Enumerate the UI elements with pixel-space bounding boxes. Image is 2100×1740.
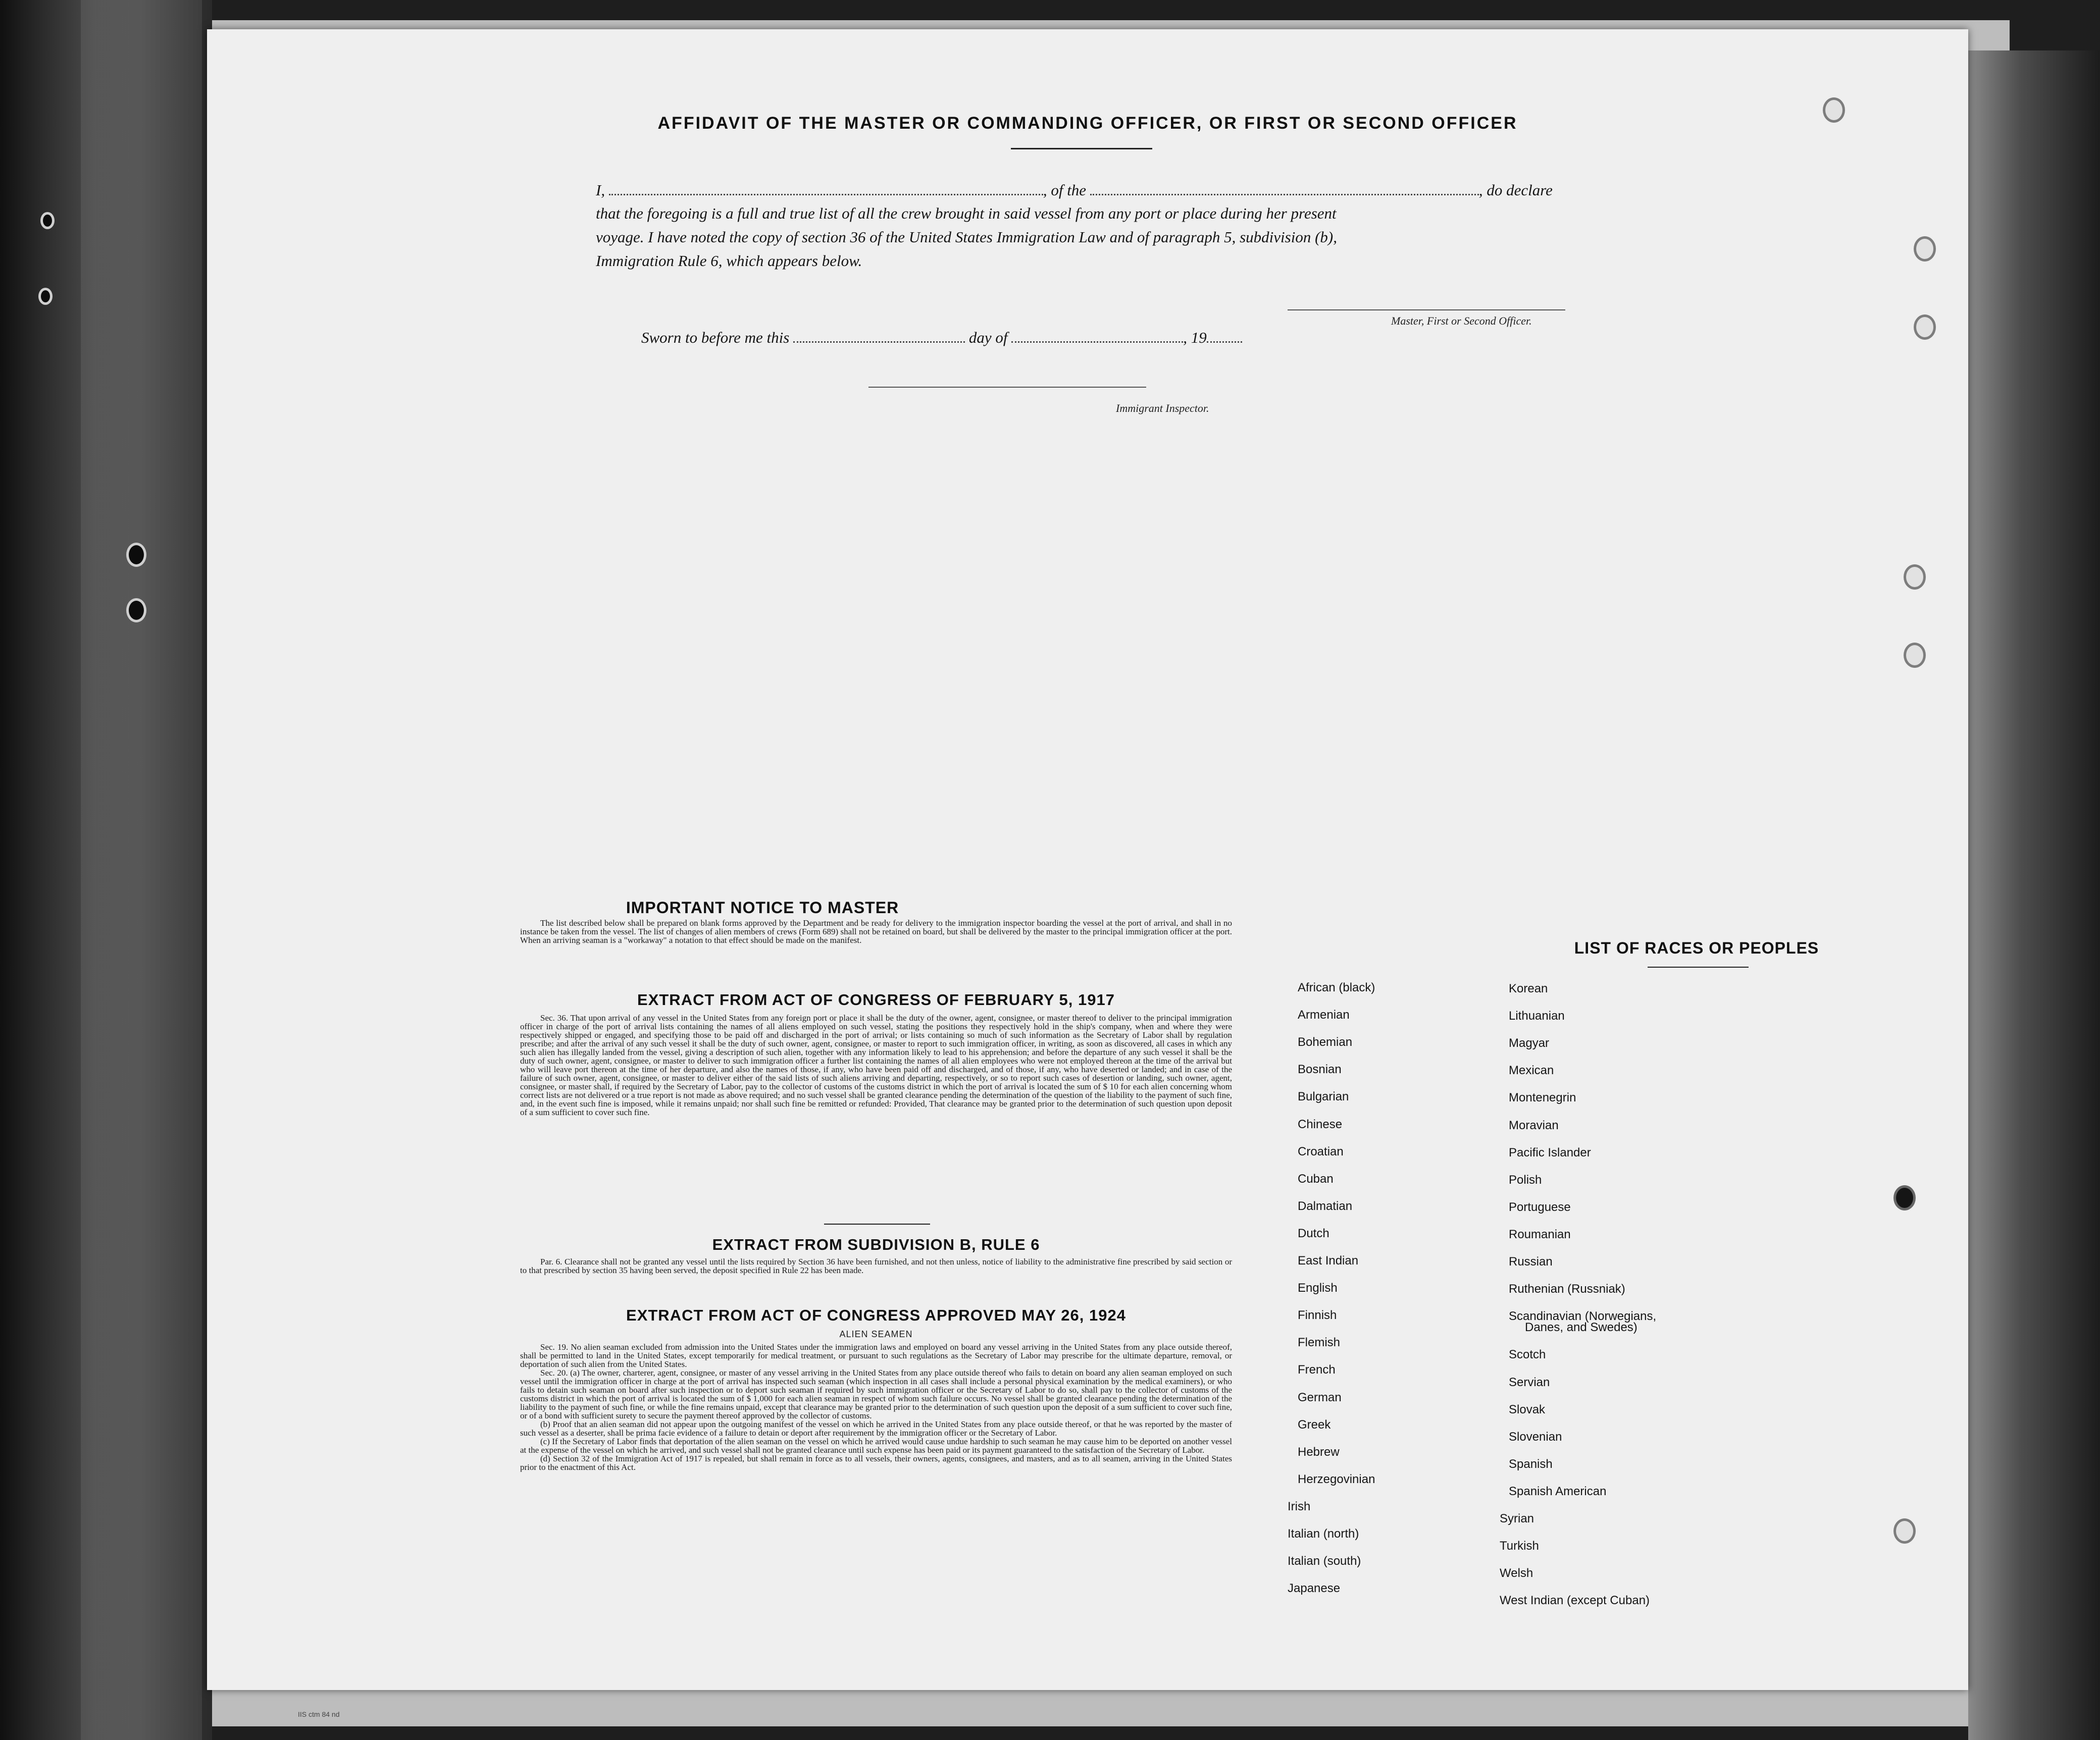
rule-6-title: EXTRACT FROM SUBDIVISION B, RULE 6 [712, 1236, 1040, 1253]
race-item: Russian [1509, 1255, 1553, 1269]
sec-19-text: Sec. 19. No alien seaman excluded from admission into the United States under the immigration laws and employed on board any vessel arriving in the United States from any place outside thereof, shall be permitted to land in the United States, except temporarily for medical treatment, or pursuant to such regulations as the Secretary of Labor may prescribe for the ultimate departure, removal, or deportation of such alien from the United States. [520, 1342, 1232, 1369]
punch-hole [1914, 314, 1936, 340]
race-item: Magyar [1509, 1036, 1550, 1050]
race-item: Scotch [1509, 1348, 1546, 1362]
race-item: Roumanian [1509, 1227, 1571, 1241]
par-6-text: Par. 6. Clearance shall not be granted any vessel until the lists required by Section 36 have been furnished, and not then unless, notice of liability to the administrative fine prescribed by said section or to that prescribed by section 35 having been served, the deposit specified in Rule 22 has been made. [520, 1257, 1232, 1275]
declaration-line [596, 180, 1777, 200]
sec-20a-text: Sec. 20. (a) The owner, charterer, agent, consignee, or master of any vessel arriving in the United States from any place outside thereof who fails to detain on board any alien seaman employed on such vessel until the immigration officer in charge at the port of arrival has inspected such seaman (which inspection in all cases shall include a personal physical examination by the medical examiners), or who fails to detain such seaman on board after such inspection or to deport such seaman if required by such immigration officer or the Secretary of Labor to do so, shall pay to the collector of customs of the customs district in which the port of arrival is located the sum of $ 1,000 for each alien seaman in respect of whom such failure occurs. No vessel shall be granted clearance pending the determination of the liability to the payment of such fine, or while the fine remains unpaid, except that clearance may be granted prior to the determination of such question upon the deposit of a sum sufficient to cover such fine, or of a bond with sufficient surety to secure the payment thereof approved by the collector of customs. [520, 1368, 1232, 1420]
race-item: Cuban [1298, 1172, 1334, 1186]
race-item: Spanish [1509, 1457, 1553, 1471]
race-item: Pacific Islander [1509, 1145, 1591, 1159]
binder-hole [126, 598, 146, 622]
notice-text: The list described below shall be prepared on blank forms approved by the Department and be ready for delivery to the immigration inspector boarding the vessel at the port of arrival, and shall in no instance be taken from the vessel. The list of changes of alien members of crews (Form 689) shall not be retained on board, but shall be delivered by the master to the principal immigration officer at the port. When an arriving seaman is a "workaway" a notation to that effect should be made on the manifest. [520, 918, 1232, 945]
race-item: Danes, and Swedes) [1525, 1321, 1637, 1335]
sworn-text: Sworn to before me this [641, 329, 790, 346]
declaration-line-3: voyage. I have noted the copy of section 36 of the United States Immigration Law and of paragraph 5, subdivision (b), [596, 228, 1337, 246]
race-item: Moravian [1509, 1118, 1559, 1132]
notice-title: IMPORTANT NOTICE TO MASTER [626, 899, 899, 917]
race-item: Japanese [1288, 1581, 1341, 1596]
declaration-line-4: Immigration Rule 6, which appears below. [596, 252, 862, 270]
sworn-year-blank [1207, 327, 1242, 343]
race-item: Korean [1509, 982, 1548, 995]
race-item: French [1298, 1363, 1336, 1377]
punch-hole [1893, 1518, 1916, 1544]
race-item: Dutch [1298, 1226, 1329, 1240]
race-item: Greek [1298, 1417, 1331, 1432]
race-item: Flemish [1298, 1336, 1341, 1350]
name-blank [609, 180, 1043, 195]
punch-hole [1893, 1185, 1916, 1210]
signature-line [1288, 309, 1565, 310]
sworn-month-blank [1011, 327, 1183, 343]
extract-1924-body [520, 1343, 1232, 1471]
inspector-caption: Immigrant Inspector. [1116, 402, 1209, 414]
race-item: Slovak [1509, 1402, 1546, 1416]
race-item: Italian (south) [1288, 1554, 1361, 1568]
vessel-blank [1090, 180, 1479, 195]
extract-1924-title: EXTRACT FROM ACT OF CONGRESS APPROVED MAY 26, 1924 [626, 1306, 1126, 1324]
race-item: Finnish [1298, 1308, 1337, 1323]
race-item: Spanish American [1509, 1484, 1607, 1498]
affidavit-title: AFFIDAVIT OF THE MASTER OR COMMANDING OFFICER, OR FIRST OR SECOND OFFICER [657, 114, 1518, 133]
divider [824, 1224, 930, 1225]
race-item: Portuguese [1509, 1200, 1571, 1214]
race-item: Lithuanian [1509, 1009, 1565, 1023]
race-item: Polish [1509, 1173, 1542, 1187]
notice-body [520, 919, 1232, 944]
title-underline [1011, 148, 1152, 149]
race-item: Dalmatian [1298, 1199, 1353, 1213]
signature-caption: Master, First or Second Officer. [1391, 314, 1532, 327]
right-page-edge [1968, 50, 2099, 1740]
race-item: Bosnian [1298, 1063, 1342, 1077]
binder-hole [40, 212, 55, 229]
binder-hole [38, 288, 53, 305]
sec-20c-text: (c) If the Secretary of Labor finds that deportation of the alien seaman on the vessel on which he arrived would cause undue hardship to such seaman he may cause him to be deported on another vessel at the expense of the vessel on which he arrived, and such vessel shall not be granted clearance until such expense has been paid or its payment guaranteed to the satisfaction of the Secretary of Labor. [520, 1437, 1232, 1455]
extract-1917-body [520, 1014, 1232, 1117]
inspector-line [868, 387, 1146, 388]
rule-6-body [520, 1257, 1232, 1275]
alien-seamen-subtitle: ALIEN SEAMEN [839, 1329, 913, 1339]
punch-hole [1904, 564, 1926, 590]
races-underline [1648, 967, 1749, 968]
sworn-year: , 19 [1183, 329, 1207, 346]
race-item: Slovenian [1509, 1430, 1562, 1444]
race-item: Chinese [1298, 1117, 1343, 1131]
race-item: Irish [1288, 1499, 1311, 1513]
race-item: German [1298, 1390, 1342, 1404]
race-item: Hebrew [1298, 1445, 1340, 1459]
race-item: Ruthenian (Russniak) [1509, 1282, 1625, 1296]
binder-hole [126, 543, 146, 567]
race-item: Mexican [1509, 1064, 1554, 1078]
race-item: Turkish [1500, 1539, 1539, 1553]
race-item: Italian (north) [1288, 1527, 1359, 1541]
race-item: East Indian [1298, 1254, 1359, 1268]
race-item: Armenian [1298, 1008, 1350, 1022]
declaration-declare: , do declare [1478, 181, 1553, 199]
sworn-day-of: day of [968, 329, 1008, 346]
declaration-line-2: that the foregoing is a full and true list of all the crew brought in said vessel from any port or place during her present [596, 204, 1337, 222]
punch-hole [1914, 236, 1936, 261]
race-item: African (black) [1298, 981, 1375, 994]
race-item: Bulgarian [1298, 1090, 1349, 1104]
form-code: IIS ctm 84 nd [298, 1710, 340, 1718]
race-item: Bohemian [1298, 1035, 1353, 1049]
declaration-of-the: , of the [1043, 181, 1087, 199]
race-item: West Indian (except Cuban) [1500, 1594, 1650, 1608]
binder-strip [81, 0, 202, 1740]
declaration-i: I, [596, 181, 605, 199]
race-item: Syrian [1500, 1512, 1534, 1525]
sworn-line [641, 327, 1651, 348]
race-item: Servian [1509, 1375, 1550, 1389]
sec-20d-text: (d) Section 32 of the Immigration Act of 1917 is repealed, but shall remain in force as to all vessels, their owners, agents, consignees, and masters, and as to all seamen, arriving in the United States prior to the enactment of this Act. [520, 1454, 1232, 1472]
race-item: Scandinavian (Norwegians, [1509, 1309, 1657, 1324]
race-item: Welsh [1500, 1566, 1533, 1580]
race-item: Montenegrin [1509, 1091, 1576, 1105]
race-item: Croatian [1298, 1144, 1344, 1158]
section-36-text: Sec. 36. That upon arrival of any vessel in the United States from any foreign port or place it shall be the duty of the owner, agent, consignee, or master thereof to deliver to the principal immigration officer in charge of the port of arrival lists containing the names of all aliens employed on such vessel, stating the positions they respectively hold in the ship's company, when and where they were respectively shipped or engaged, and specifying those to be paid off and discharged in the port of arrival; or lists containing so much of such information as the Secretary of Labor shall by regulation prescribe; and after the arrival of any such vessel it shall be the duty of such owner, agent, consignee, or master to report to such immigration officer, in writing, as soon as discovered, all cases in which any such alien has illegally landed from the vessel, giving a description of such alien, together with any information likely to lead to his apprehension; and before the departure of any such vessel it shall be the duty of such owner, agent, consignee, or master to deliver to such immigration officer a further list containing the names of all alien employees who were not employed thereon at the time of the arrival but who will leave port thereon at the time of her departure, and also the names of those, if any, who have been paid off and discharged, and of those, if any, who have deserted or landed; and in case of the failure of such owner, agent, consignee, or master to deliver either of the said lists of such aliens arriving and departing, respectively, or so to report such cases of desertion or landing, such owner, agent, consignee, or master shall, if required by the Secretary of Labor, pay to the collector of customs of the customs district in which the port of arrival is located the sum of $ 10 for each alien concerning whom correct lists are not delivered or a true report is not made as above required; and no such vessel shall be granted clearance pending the determination of the question of the liability to the payment of such fine, and, in the event such fine is imposed, while it remains unpaid; nor shall such fine be remitted or refunded: Provided, That clearance may be granted prior to the determination of such question upon deposit of a sum sufficient to cover such fine. [520, 1013, 1232, 1117]
race-item: Herzegovinian [1298, 1472, 1375, 1486]
punch-hole [1904, 643, 1926, 668]
race-item: English [1298, 1281, 1338, 1295]
races-title: LIST OF RACES OR PEOPLES [1574, 939, 1819, 957]
sworn-day-blank [793, 327, 965, 343]
document-page [207, 29, 1968, 1718]
extract-1917-title: EXTRACT FROM ACT OF CONGRESS OF FEBRUARY 5, 1917 [637, 991, 1115, 1009]
sec-20b-text: (b) Proof that an alien seaman did not appear upon the outgoing manifest of the vessel on which he arrived in the United States from any place outside thereof, or that he was reported by the master of such vessel as a deserter, shall be prima facie evidence of a failure to detain or deport after requirement by the immigration officer or the Secretary of Labor. [520, 1419, 1232, 1438]
